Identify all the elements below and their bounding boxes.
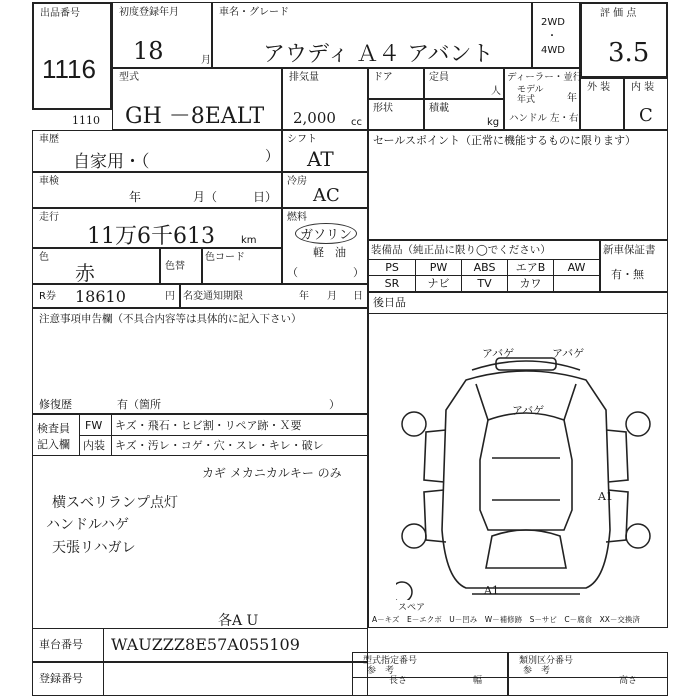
door-box [368, 68, 424, 99]
load-unit: kg [487, 117, 500, 128]
notes-label: 注意事項申告欄（不具合内容等は具体的に記入下さい） [39, 313, 302, 325]
transfer-year: 年 [299, 291, 309, 302]
aircon-box [282, 172, 368, 208]
name-value: アウディ Ａ４ アバント [263, 42, 494, 67]
reg-year: 18 [133, 37, 164, 65]
equipment-item: PS [369, 259, 415, 275]
reg-number-box [32, 662, 368, 696]
inspection-label: 車検 [39, 176, 59, 187]
shift-label: シフト [287, 134, 317, 145]
capacity-label: 定員 [429, 72, 449, 83]
score-value: 3.5 [608, 38, 650, 68]
reg-number-divider [103, 663, 104, 695]
equipment-box [368, 240, 600, 292]
sales-point-label: セールスポイント（正常に機能するものに限ります） [373, 134, 637, 147]
history-box [32, 130, 282, 172]
fuel-box [282, 208, 368, 284]
aircon-label: 冷房 [287, 176, 307, 187]
fw-text: キズ・飛石・ヒビ割・リペア跡・Ｘ要 [115, 419, 302, 432]
length-label: 長さ [389, 676, 408, 686]
handwritten-line-5: 各A U [218, 613, 259, 629]
transfer-label: 名変通知期限 [183, 291, 243, 302]
color-code-label: 色コード [205, 252, 245, 263]
shape-label: 形状 [373, 103, 393, 114]
shift-box [282, 130, 368, 172]
transfer-month: 月 [327, 291, 337, 302]
category-box [508, 652, 668, 696]
equipment-item: カワ [507, 275, 553, 291]
load-box [424, 99, 504, 130]
fuel-value: ガソリン [295, 223, 357, 244]
recycle-yen: 円 [165, 291, 175, 302]
spare-label: スペア [398, 603, 426, 613]
repair-value: 有（箇所 [117, 398, 161, 411]
model-year-unit: 年 [567, 93, 577, 104]
handwritten-line-2: 横スベリランプ点灯 [52, 495, 178, 511]
score-box [580, 2, 668, 78]
color-change-box [160, 248, 202, 284]
auction-sheet [32, 2, 668, 696]
history-label: 車歴 [39, 134, 59, 145]
inspection-box [32, 172, 282, 208]
diagram-mark-3: アバゲ [512, 404, 545, 417]
color-change-label: 色替 [165, 261, 185, 272]
lot-number: 1116 [42, 54, 96, 84]
type-no-divider [353, 677, 507, 678]
notes-box [32, 308, 368, 414]
cc-unit: cc [351, 117, 362, 128]
mileage-value: 11万6千613 [87, 224, 215, 249]
name-box [212, 2, 532, 68]
rear-label: 後日品 [373, 296, 406, 309]
transfer-box [180, 284, 368, 308]
drive-4wd: 4WD [541, 45, 565, 56]
cc-label: 排気量 [289, 72, 319, 83]
chassis-label: 車台番号 [39, 638, 83, 651]
equipment-item: エアB [507, 259, 553, 275]
equipment-item: TV [461, 275, 507, 291]
equipment-item: SR [369, 275, 415, 291]
chassis-value: WAUZZZ8E57A055109 [111, 635, 300, 654]
equipment-item: AW [553, 259, 599, 275]
shift-value: AT [307, 147, 334, 171]
capacity-unit: 人 [491, 86, 501, 97]
color-value: 赤 [75, 261, 95, 285]
type-no-box [352, 652, 508, 696]
dealer-box [504, 68, 583, 130]
shape-box [368, 99, 424, 130]
int-text: キズ・汚レ・コゲ・穴・スレ・キレ・破レ [115, 439, 324, 452]
car-diagram [396, 340, 656, 600]
recycle-box [32, 284, 180, 308]
diagram-mark-4: A1 [598, 490, 613, 503]
load-label: 積載 [429, 103, 449, 114]
inspector-box [32, 414, 368, 456]
drive-box [532, 2, 580, 68]
exterior-box [580, 78, 624, 130]
chassis-box [32, 628, 368, 662]
cc-value: 2,000 [293, 109, 336, 127]
model-value: GH －8EALT [125, 104, 265, 129]
door-label: ドア [373, 72, 393, 83]
width-label: 幅 [473, 676, 483, 686]
recycle-value: 18610 [75, 287, 126, 306]
fuel-light-oil: 軽 油 [313, 246, 346, 259]
diagram-mark-1: アバゲ [482, 347, 515, 360]
equipment-item: PW [415, 259, 461, 275]
inspector-label-1: 検査員 [37, 422, 70, 435]
reg-label: 初度登録年月 [119, 7, 179, 18]
warranty-label: 新車保証書 [603, 244, 656, 256]
fuel-label: 燃料 [287, 212, 307, 223]
warranty-value: 有・無 [611, 268, 644, 281]
color-code-box [202, 248, 282, 284]
rear-box [368, 292, 668, 314]
category-label: 類別区分番号 [519, 656, 574, 666]
diagram-mark-5: A1 [484, 584, 499, 597]
int-label: 内装 [83, 439, 105, 452]
exterior-label: 外 装 [587, 82, 611, 93]
history-close: ） [265, 149, 279, 165]
inspector-label-2: 記入欄 [37, 438, 70, 451]
handle-label: ハンドル 左・右 [509, 113, 579, 124]
repair-label: 修復歴 [39, 398, 72, 411]
reg-month-unit: 月 [201, 55, 211, 66]
inspector-divider-h [79, 435, 367, 436]
category-ref: 参 考 [523, 666, 551, 676]
mileage-label: 走行 [39, 212, 59, 223]
recycle-label: R券 [39, 291, 56, 302]
reg-number-label: 登録番号 [39, 672, 83, 685]
capacity-box [424, 68, 504, 99]
interior-label: 内 装 [631, 82, 655, 93]
color-label: 色 [39, 252, 49, 263]
color-box [32, 248, 160, 284]
diagram-legend: A－キズ E－エクボ U－凹み W－補修跡 S－サビ C－腐食 XX－交換済 [372, 615, 640, 624]
equipment-item: ナビ [415, 275, 461, 291]
transfer-day: 日 [353, 291, 363, 302]
inspection-day: 日） [253, 190, 278, 204]
lot-box [32, 2, 112, 110]
model-side-note: 1110 [72, 114, 100, 127]
interior-grade: C [639, 105, 653, 126]
category-divider [509, 677, 667, 678]
mileage-box [32, 208, 282, 248]
aircon-value: AC [313, 185, 340, 206]
score-label: 評 価 点 [600, 8, 637, 19]
name-label: 車名・グレード [219, 7, 289, 18]
handwritten-line-1: カギ メカニカルキー のみ [202, 466, 342, 480]
reg-box [112, 2, 212, 68]
history-value: 自家用・（ [73, 152, 150, 172]
sales-point-box [368, 130, 668, 240]
drive-2wd: 2WD [541, 17, 565, 28]
model-box [112, 68, 282, 130]
inspection-year: 年 [129, 190, 142, 204]
equipment-label: 装備品（純正品に限り◯でください） [371, 244, 551, 256]
inspection-month: 月（ [193, 190, 218, 204]
mileage-unit: km [241, 235, 257, 246]
chassis-divider [103, 629, 104, 661]
lot-label: 出品番号 [40, 8, 80, 19]
diagram-mark-2: アバゲ [552, 347, 585, 360]
fw-label: FW [85, 419, 103, 432]
model-label: 型式 [119, 72, 139, 83]
type-no-label: 型式指定番号 [363, 656, 418, 666]
equipment-item: ABS [461, 259, 507, 275]
repair-close: ） [329, 398, 340, 411]
model-year-label: モデル 年式 [517, 85, 544, 105]
handwritten-line-4: 天張リハガレ [52, 540, 136, 556]
handwritten-line-3: ハンドルハゲ [46, 517, 130, 533]
height-label: 高さ [619, 676, 638, 686]
equipment-item [553, 275, 599, 291]
interior-box [624, 78, 668, 130]
type-no-ref: 参 考 [367, 666, 395, 676]
warranty-box [600, 240, 668, 292]
dealer-label: ディーラー・並行 [507, 72, 583, 83]
cc-box [282, 68, 368, 130]
drive-dot: ・ [547, 31, 557, 42]
fuel-paren: （ ） [287, 266, 364, 279]
